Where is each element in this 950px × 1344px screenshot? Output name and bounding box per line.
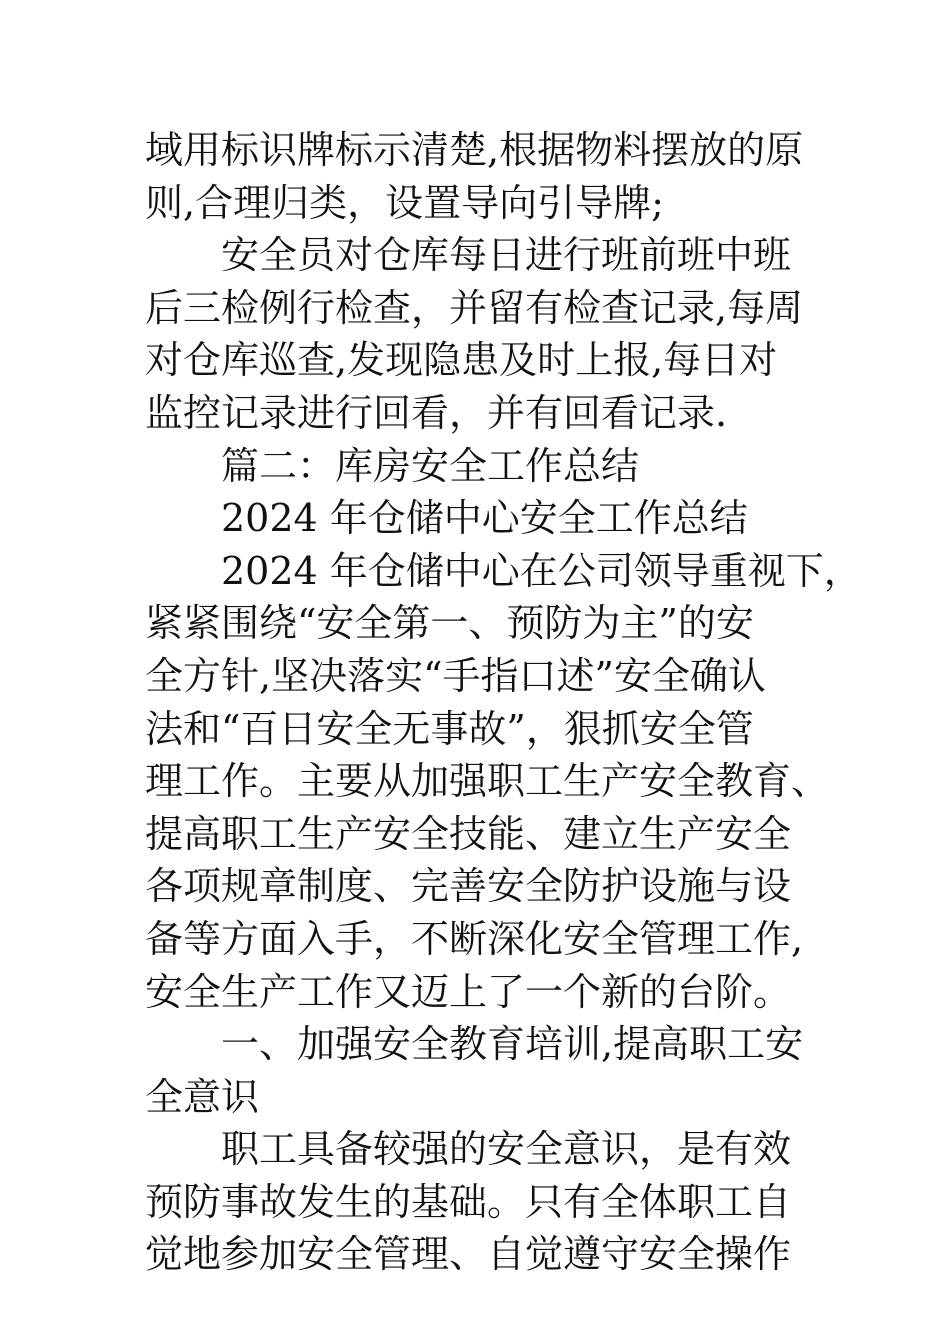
text-line: 后三检例行检查，并留有检查记录,每周	[145, 285, 804, 330]
text-line: 觉地参加安全管理、自觉遵守安全操作	[145, 1232, 792, 1277]
paragraph-start-line: 2024 年仓储中心在公司领导重视下，	[221, 548, 862, 593]
text-line: 紧紧围绕“安全第一、预防为主”的安	[145, 601, 754, 646]
paragraph-start-line: 安全员对仓库每日进行班前班中班	[221, 233, 792, 278]
text-line: 预防事故发生的基础。只有全体职工自	[145, 1179, 792, 1224]
text-line: 安全生产工作又迈上了一个新的台阶。	[145, 969, 792, 1014]
text-line: 法和“百日安全无事故”，狠抓安全管	[145, 706, 754, 751]
text-line: 各项规章制度、完善安全防护设施与设	[145, 864, 792, 909]
subsection-heading: 一、加强安全教育培训,提高职工安	[221, 1022, 804, 1067]
document-body	[145, 124, 862, 1281]
document-title: 2024 年仓储中心安全工作总结	[221, 496, 748, 541]
section-heading: 篇二：库房安全工作总结	[221, 443, 640, 488]
text-line: 提高职工生产安全技能、建立生产安全	[145, 811, 792, 856]
text-line: 监控记录进行回看，并有回看记录.	[145, 390, 728, 435]
text-line: 对仓库巡查,发现隐患及时上报,每日对	[145, 338, 778, 383]
text-line: 备等方面入手，不断深化安全管理工作,	[145, 916, 804, 961]
text-line: 理工作。主要从加强职工生产安全教育、	[145, 759, 830, 804]
text-line: 全方针,坚决落实“手指口述”安全确认	[145, 653, 766, 698]
subsection-heading-continuation: 全意识	[145, 1074, 260, 1119]
text-line: 域用标识牌标示清楚,根据物料摆放的原	[145, 128, 804, 172]
text-line: 则,合理归类，设置导向引导牌;	[145, 180, 664, 225]
paragraph-start-line: 职工具备较强的安全意识，是有效	[221, 1127, 792, 1172]
